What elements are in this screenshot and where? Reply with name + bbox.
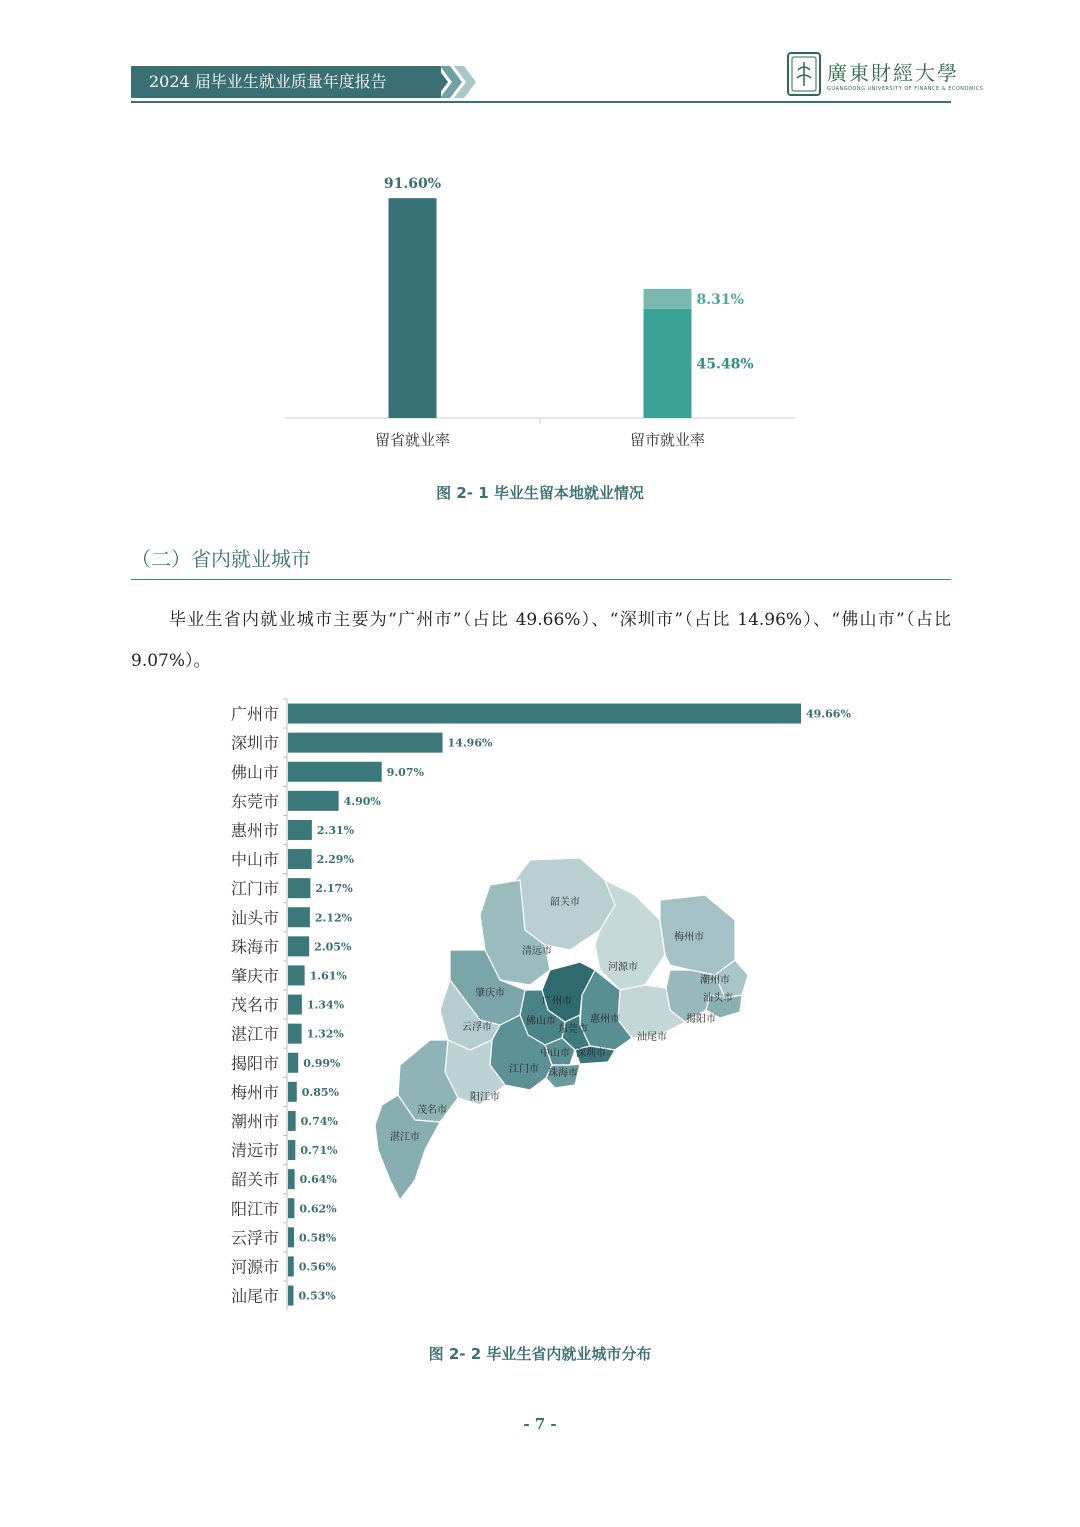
city-value-label: 0.74%: [300, 1114, 338, 1128]
city-label: 珠海市: [230, 937, 279, 957]
city-label: 中山市: [230, 850, 279, 870]
city-bar: [288, 995, 302, 1015]
city-bar: [288, 1198, 294, 1218]
city-bar: [288, 878, 310, 898]
bar-segment: [644, 289, 692, 309]
map-label-zhaoqing: 肇庆市: [475, 988, 505, 999]
city-bar: [288, 849, 312, 869]
header-divider: [131, 101, 951, 103]
figure2-caption: 图 2- 2 毕业生省内就业城市分布: [428, 1345, 652, 1363]
city-value-label: 2.05%: [314, 940, 352, 954]
city-label: 梅州市: [230, 1082, 279, 1102]
city-value-label: 1.34%: [306, 998, 345, 1012]
city-bar: [288, 1140, 295, 1160]
city-value-label: 1.61%: [309, 969, 347, 983]
city-label: 汕尾市: [230, 1286, 279, 1306]
bar-segment: [644, 309, 692, 418]
city-bar: [288, 762, 382, 782]
bar-value-label: 45.48%: [696, 356, 754, 373]
university-logo: [787, 52, 983, 96]
city-value-label: 0.99%: [303, 1056, 341, 1070]
city-bar: [288, 1111, 296, 1131]
city-bar: [288, 791, 339, 811]
city-value-label: 4.90%: [343, 794, 381, 808]
page-number: - 7 -: [523, 1415, 557, 1433]
map-label-yunfu: 云浮市: [462, 1022, 492, 1033]
x-tick-label: 留省就业率: [374, 431, 451, 449]
city-value-label: 2.31%: [316, 823, 355, 837]
bar-value-label: 8.31%: [696, 291, 744, 308]
city-label: 惠州市: [230, 820, 279, 840]
city-bar: [288, 1169, 295, 1189]
city-label: 揭阳市: [230, 1053, 279, 1073]
map-label-dongguan: 东莞市: [558, 1024, 588, 1035]
city-value-label: 0.56%: [298, 1260, 337, 1274]
city-label: 东莞市: [230, 791, 279, 811]
map-label-shenzhen: 深圳市: [576, 1048, 606, 1059]
map-label-qingyuan: 清远市: [522, 946, 552, 957]
map-label-zhanjiang: 湛江市: [390, 1132, 420, 1143]
city-value-label: 9.07%: [386, 765, 424, 779]
map-label-chaozhou: 潮州市: [700, 975, 730, 986]
university-name-en: GUANGDONG UNIVERSITY OF FINANCE & ECONOMICS: [827, 85, 984, 92]
map-label-shantou: 汕头市: [703, 993, 733, 1004]
map-label-yangjiang: 阳江市: [470, 1092, 500, 1103]
city-bar: [288, 1053, 298, 1073]
x-tick-label: 留市就业率: [629, 431, 706, 449]
city-bar: [288, 965, 305, 985]
city-bar: [288, 704, 801, 724]
city-value-label: 1.32%: [306, 1027, 344, 1041]
city-label: 广州市: [230, 704, 279, 724]
local-employment-bar-chart: [270, 140, 810, 470]
map-label-jiangmen: 江门市: [509, 1064, 539, 1075]
city-label: 佛山市: [230, 762, 279, 782]
map-label-shaoguan: 韶关市: [550, 897, 580, 908]
city-value-label: 0.85%: [301, 1085, 340, 1099]
city-label: 深圳市: [230, 733, 279, 753]
city-label: 韶关市: [230, 1170, 279, 1190]
university-crest-icon: [787, 52, 821, 96]
city-bar: [288, 820, 312, 840]
city-value-label: 0.53%: [298, 1289, 336, 1303]
section-paragraph: 毕业生省内就业城市主要为“广州市”（占比 49.66%）、“深圳市”（占比 14.96%）、“佛山市”（占比 9.07%）。: [131, 610, 951, 671]
figure1-caption: 图 2- 1 毕业生留本地就业情况: [436, 484, 644, 502]
city-label: 河源市: [230, 1257, 279, 1277]
city-label: 清远市: [230, 1141, 279, 1161]
map-label-meizhou: 梅州市: [674, 932, 704, 943]
city-value-label: 0.71%: [300, 1144, 338, 1158]
map-label-guangzhou: 广州市: [542, 996, 572, 1007]
city-label: 江门市: [230, 879, 279, 899]
map-label-jieyang: 揭阳市: [686, 1014, 716, 1025]
map-label-zhuhai: 珠海市: [548, 1068, 578, 1079]
section-divider: [131, 579, 951, 580]
city-distribution-bar-chart: [200, 695, 880, 1315]
bar-segment: [389, 198, 437, 418]
map-label-huizhou: 惠州市: [590, 1014, 620, 1025]
header-chevrons: [426, 66, 486, 98]
city-value-label: 0.62%: [299, 1202, 337, 1216]
city-value-label: 2.12%: [314, 911, 353, 925]
university-name-cn: 廣東財經大學: [827, 60, 959, 85]
map-label-foshan: 佛山市: [526, 1016, 556, 1027]
city-value-label: 14.96%: [447, 736, 493, 750]
city-label: 阳江市: [230, 1199, 279, 1219]
city-bar: [288, 1256, 294, 1276]
section-heading: （二）省内就业城市: [131, 547, 311, 571]
map-label-zhongshan: 中山市: [540, 1048, 570, 1059]
city-bar: [288, 936, 309, 956]
city-bar: [288, 1082, 297, 1102]
city-bar: [288, 907, 310, 927]
city-value-label: 49.66%: [806, 707, 851, 721]
city-value-label: 2.17%: [315, 882, 353, 896]
city-bar: [288, 1227, 294, 1247]
city-bar: [288, 1024, 302, 1044]
map-label-shanwei: 汕尾市: [637, 1032, 667, 1043]
city-value-label: 0.58%: [298, 1231, 337, 1245]
city-label: 肇庆市: [230, 966, 279, 986]
city-label: 湛江市: [230, 1024, 279, 1044]
city-label: 茂名市: [230, 995, 279, 1015]
city-label: 潮州市: [230, 1111, 279, 1131]
city-label: 汕头市: [230, 908, 279, 928]
city-value-label: 0.64%: [299, 1173, 337, 1187]
bar-value-label: 91.60%: [383, 176, 442, 193]
city-bar: [288, 1286, 293, 1306]
report-title-bar: 2024 届毕业生就业质量年度报告: [131, 66, 441, 98]
city-value-label: 2.29%: [316, 853, 354, 867]
map-label-heyuan: 河源市: [608, 962, 638, 973]
city-label: 云浮市: [230, 1228, 279, 1248]
city-bar: [288, 733, 443, 753]
map-label-maoming: 茂名市: [417, 1105, 447, 1116]
